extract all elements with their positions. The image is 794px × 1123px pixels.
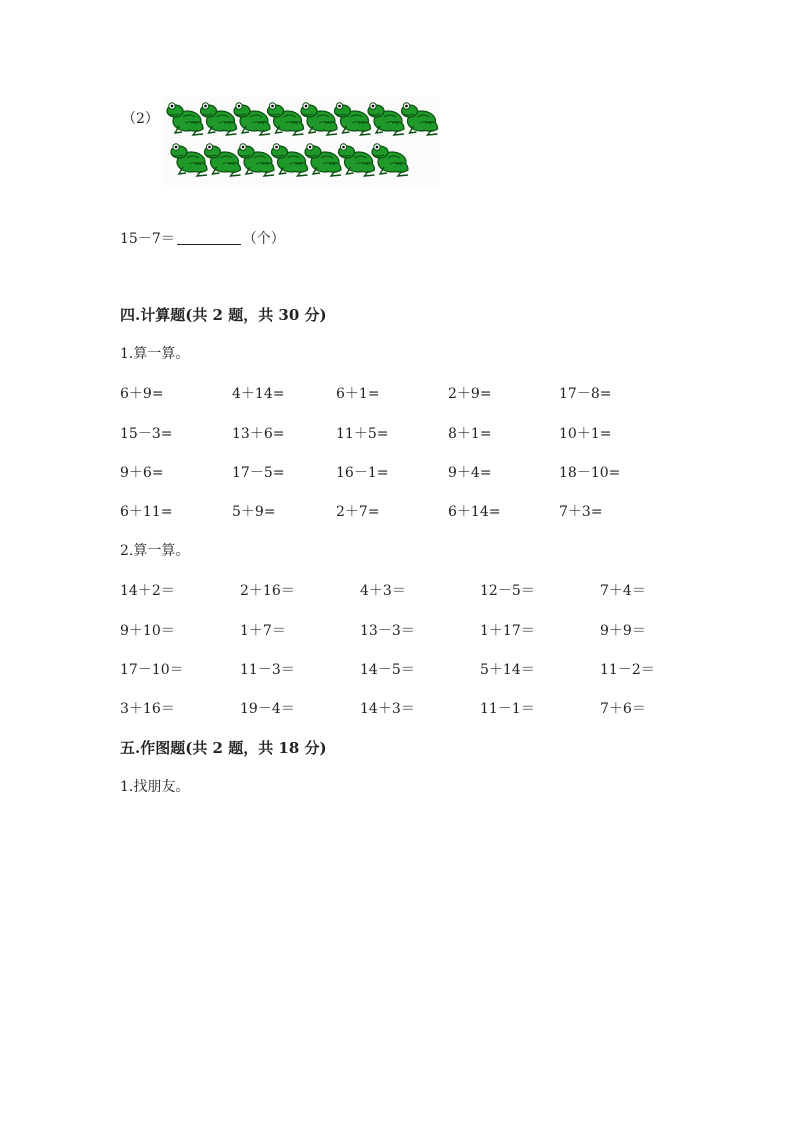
calc-4-1-item: 16－1= <box>336 465 389 481</box>
calc-4-2-item: 17－10＝ <box>120 662 184 678</box>
calc-4-2-item: 19－4＝ <box>240 701 295 717</box>
calc-4-1-item: 6＋11= <box>120 504 173 520</box>
frog-11 <box>238 144 274 176</box>
frog-13 <box>305 144 341 176</box>
calc-4-2-item: 7＋4＝ <box>600 583 646 599</box>
frog-4 <box>268 103 304 135</box>
frog-3 <box>234 103 270 135</box>
calc-4-1-item: 9＋4= <box>448 465 492 481</box>
calc-4-2-item: 1＋17＝ <box>480 623 535 639</box>
calc-4-2-item: 11－2＝ <box>600 662 655 678</box>
question-4-2-title: 2.算一算。 <box>120 543 190 559</box>
equation-text: 15－7＝ <box>120 231 175 247</box>
answer-blank[interactable] <box>177 230 241 245</box>
question-5-1-title: 1.找朋友。 <box>120 779 190 795</box>
calc-4-2-item: 5＋14＝ <box>480 662 535 678</box>
calc-4-1-item: 17－5= <box>232 465 285 481</box>
calc-4-1-item: 10＋1= <box>559 426 612 442</box>
calc-4-2-item: 12－5＝ <box>480 583 535 599</box>
frog-9 <box>171 144 207 176</box>
frog-12 <box>272 144 308 176</box>
problem-label: （2） <box>122 111 159 127</box>
calc-4-2-item: 9＋9＝ <box>600 623 646 639</box>
frog-7 <box>368 103 404 135</box>
calc-4-2-item: 11－1＝ <box>480 701 535 717</box>
calc-4-2-item: 11－3＝ <box>240 662 295 678</box>
calc-4-1-item: 17－8= <box>559 386 612 402</box>
calc-4-2-item: 14－5＝ <box>360 662 415 678</box>
frog-14 <box>339 144 375 176</box>
unit-text: （个） <box>242 231 285 247</box>
section-5-header: 五.作图题(共 2 题，共 18 分) <box>120 739 327 757</box>
calc-4-2-item: 1＋7＝ <box>240 623 286 639</box>
frog-5 <box>301 103 337 135</box>
question-4-1-title: 1.算一算。 <box>120 346 190 362</box>
calc-4-1-item: 5＋9= <box>232 504 276 520</box>
calc-4-2-item: 3＋16＝ <box>120 701 175 717</box>
calc-4-1-item: 15－3= <box>120 426 173 442</box>
frog-10 <box>205 144 241 176</box>
calc-4-2-item: 13－3＝ <box>360 623 415 639</box>
frog-1 <box>167 103 203 135</box>
calc-4-1-item: 9＋6= <box>120 465 164 481</box>
calc-4-2-item: 14＋3＝ <box>360 701 415 717</box>
calc-4-1-item: 7＋3= <box>559 504 603 520</box>
calc-4-2-item: 14＋2＝ <box>120 583 175 599</box>
calc-4-2-item: 7＋6＝ <box>600 701 646 717</box>
calc-4-2-item: 4＋3＝ <box>360 583 406 599</box>
calc-4-1-item: 2＋9= <box>448 386 492 402</box>
calc-4-1-item: 11＋5= <box>336 426 389 442</box>
calc-4-1-item: 18－10= <box>559 465 621 481</box>
frog-8 <box>402 103 438 135</box>
frog-15 <box>372 144 408 176</box>
calc-4-1-item: 13＋6= <box>232 426 285 442</box>
calc-4-1-item: 2＋7= <box>336 504 380 520</box>
frog-2 <box>201 103 237 135</box>
calc-4-1-item: 6＋14= <box>448 504 501 520</box>
calc-4-1-item: 6＋9= <box>120 386 164 402</box>
frog-6 <box>335 103 371 135</box>
calc-4-1-item: 4＋14= <box>232 386 285 402</box>
frog-picture <box>163 96 439 186</box>
frog-equation <box>120 230 285 248</box>
section-4-header: 四.计算题(共 2 题，共 30 分) <box>120 306 327 324</box>
calc-4-2-item: 9＋10＝ <box>120 623 175 639</box>
calc-4-1-item: 6＋1= <box>336 386 380 402</box>
calc-4-2-item: 2＋16＝ <box>240 583 295 599</box>
calc-4-1-item: 8＋1= <box>448 426 492 442</box>
frogs-illustration <box>163 96 439 186</box>
